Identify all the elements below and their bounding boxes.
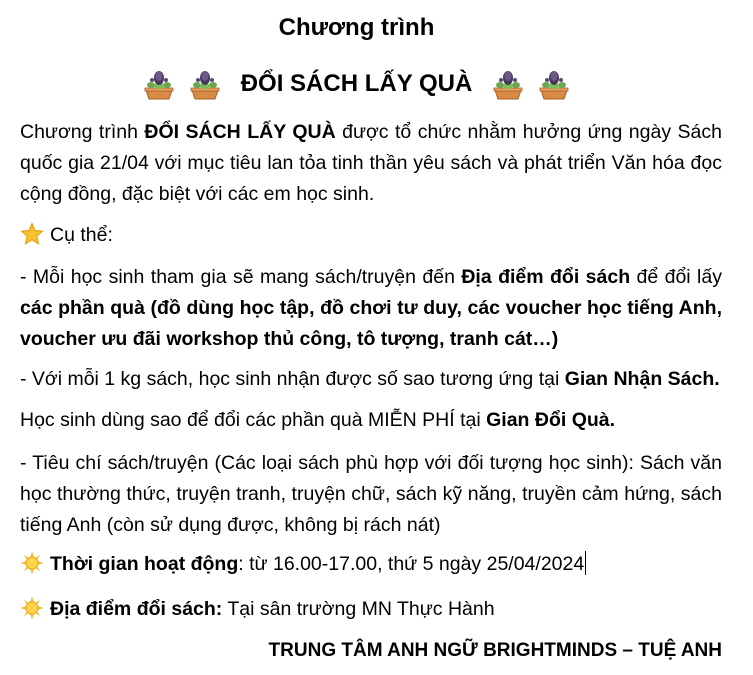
potted-plant-icon (141, 66, 177, 102)
item-stars-per-kg: - Với mỗi 1 kg sách, học sinh nhận được số sao tương ứng tại Gian Nhận Sách. (20, 368, 720, 390)
page-title: Chương trình (278, 14, 435, 41)
intro-paragraph: Chương trình ĐỔI SÁCH LẤY QUÀ được tổ chức nhằm hưởng ứng ngày Sách quốc gia 21/04 với mục tiêu lan tỏa tinh thần yêu sách và phát triển Văn hóa đọc cộng đồng, đặc biệt với các em học sinh. (20, 121, 722, 205)
star-icon (20, 222, 44, 246)
activity-time: Thời gian hoạt động: từ 16.00-17.00, thứ 5 ngày 25/04/2024 (20, 549, 722, 580)
program-name-inline: ĐỔI SÁCH LẤY QUÀ (144, 121, 336, 143)
program-name: ĐỔI SÁCH LẤY QUÀ (240, 70, 473, 97)
potted-plant-icon (536, 66, 572, 102)
item-book-criteria: - Tiêu chí sách/truyện (Các loại sách phù hợp với đối tượng học sinh): Sách văn học thường thức, truyện tranh, truyện chữ, sách kỹ năng, truyền cảm hứng, sách tiếng Anh (còn sử dụng được, không bị rách nát) (20, 452, 722, 536)
sun-icon (20, 596, 44, 620)
potted-plant-icon (490, 66, 526, 102)
text-cursor (585, 551, 586, 575)
specifics-heading: Cụ thể: (20, 220, 722, 251)
exchange-location: Địa điểm đổi sách: Tại sân trường MN Thực Hành (20, 594, 722, 625)
potted-plant-icon (187, 66, 223, 102)
item-redeem-gifts: Học sinh dùng sao để đổi các phần quà MIỄN PHÍ tại Gian Đổi Quà. (20, 409, 616, 431)
sun-icon (20, 551, 44, 575)
program-heading (0, 66, 713, 102)
signature: TRUNG TÂM ANH NGỮ BRIGHTMINDS – TUỆ ANH (268, 640, 722, 661)
item-exchange-books: - Mỗi học sinh tham gia sẽ mang sách/truyện đến Địa điểm đổi sách để đổi lấy các phần quà (đồ dùng học tập, đồ chơi tư duy, các voucher học tiếng Anh, voucher ưu đãi workshop thủ công, tô tượng, tranh cát…) (20, 266, 722, 350)
